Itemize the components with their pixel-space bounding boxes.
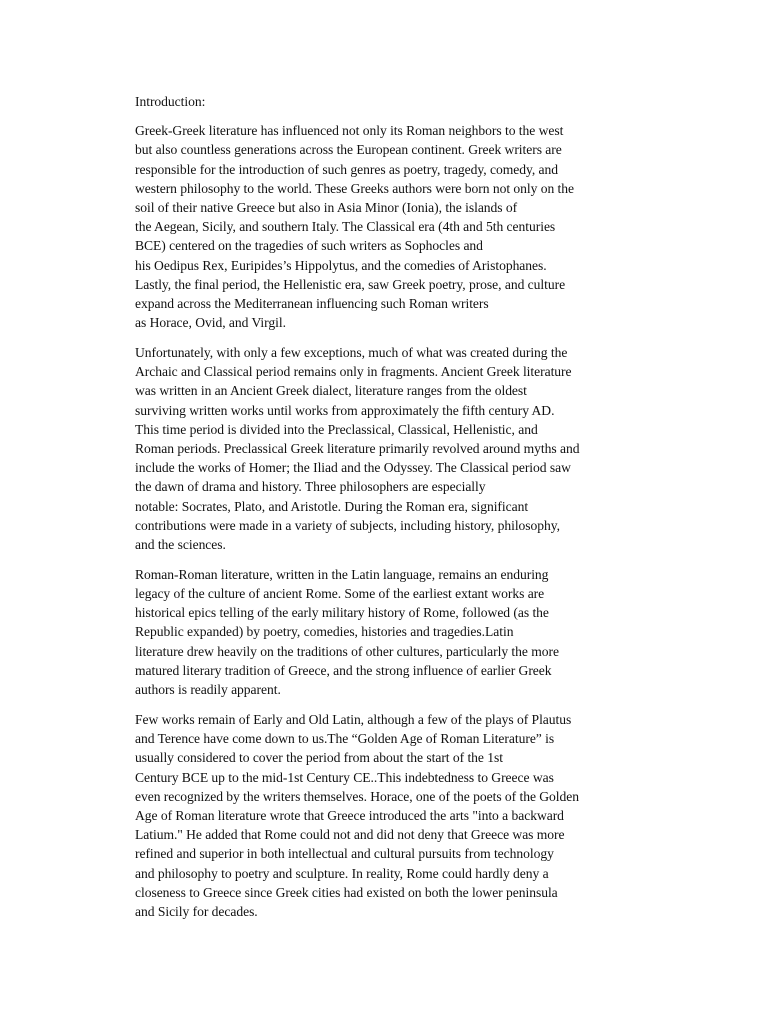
text-line: usually considered to cover the period from about the start of the 1st <box>135 750 503 766</box>
paragraph-roman-literature <box>135 565 635 699</box>
text-line: historical epics telling of the early military history of Rome, followed (as the <box>135 605 549 621</box>
text-line: BCE) centered on the tragedies of such writers as Sophocles and <box>135 238 483 254</box>
text-line: Roman periods. Preclassical Greek literature primarily revolved around myths and <box>135 440 580 456</box>
text-line: the Aegean, Sicily, and southern Italy. The Classical era (4th and 5th centuries <box>135 219 556 235</box>
text-line: Unfortunately, with only a few exceptions, much of what was created during the <box>135 345 568 361</box>
text-line: closeness to Greece since Greek cities had existed on both the lower peninsula <box>135 884 558 900</box>
text-line: Latium." He added that Rome could not and did not deny that Greece was more <box>135 827 565 843</box>
text-line: Century BCE up to the mid-1st Century CE..This indebtedness to Greece was <box>135 769 554 785</box>
text-line: include the works of Homer; the Iliad and the Odyssey. The Classical period saw <box>135 460 571 476</box>
text-line: This time period is divided into the Preclassical, Classical, Hellenistic, and <box>135 421 538 437</box>
text-line: refined and superior in both intellectual and cultural pursuits from technology <box>135 846 554 862</box>
text-line: Roman-Roman literature, written in the Latin language, remains an enduring <box>135 566 549 582</box>
introduction-heading: Introduction: <box>135 94 206 109</box>
text-line: the dawn of drama and history. Three philosophers are especially <box>135 479 486 495</box>
text-line: Archaic and Classical period remains only in fragments. Ancient Greek literature <box>135 364 572 380</box>
text-line: western philosophy to the world. These Greeks authors were born not only on the <box>135 180 575 196</box>
text-line: Republic expanded) by poetry, comedies, histories and tragedies.Latin <box>135 624 514 640</box>
text-line: responsible for the introduction of such genres as poetry, tragedy, comedy, and <box>135 161 558 177</box>
text-line: but also countless generations across the European continent. Greek writers are <box>135 142 562 158</box>
text-line: and Sicily for decades. <box>135 903 258 919</box>
text-line: matured literary tradition of Greece, and the strong influence of earlier Greek <box>135 662 552 678</box>
text-line: was written in an Ancient Greek dialect, literature ranges from the oldest <box>135 383 527 399</box>
text-line: contributions were made in a variety of subjects, including history, philosophy, <box>135 517 560 533</box>
text-line: Age of Roman literature wrote that Greece introduced the arts "into a backward <box>135 807 564 823</box>
text-line: expand across the Mediterranean influencing such Roman writers <box>135 295 489 311</box>
text-line: Lastly, the final period, the Hellenistic era, saw Greek poetry, prose, and culture <box>135 276 566 292</box>
text-line: notable: Socrates, Plato, and Aristotle. During the Roman era, significant <box>135 498 529 514</box>
paragraph-greek-periods <box>135 343 635 554</box>
paragraph-greek-literature <box>135 121 635 332</box>
text-line: even recognized by the writers themselves. Horace, one of the poets of the Golden <box>135 788 580 804</box>
text-line: and Terence have come down to us.The “Golden Age of Roman Literature” is <box>135 731 555 747</box>
text-line: soil of their native Greece but also in Asia Minor (Ionia), the islands of <box>135 199 518 215</box>
document-body <box>135 92 635 932</box>
text-line: literature drew heavily on the traditions of other cultures, particularly the more <box>135 643 559 659</box>
text-line: legacy of the culture of ancient Rome. Some of the earliest extant works are <box>135 586 545 602</box>
paragraph-latin-golden-age <box>135 710 635 921</box>
text-line: Greek-Greek literature has influenced not only its Roman neighbors to the west <box>135 123 564 139</box>
text-line: and philosophy to poetry and sculpture. In reality, Rome could hardly deny a <box>135 865 549 881</box>
text-line: as Horace, Ovid, and Virgil. <box>135 315 286 331</box>
text-line: and the sciences. <box>135 536 226 552</box>
text-line: Few works remain of Early and Old Latin, although a few of the plays of Plautus <box>135 712 572 728</box>
text-line: surviving written works until works from approximately the fifth century AD. <box>135 402 555 418</box>
text-line: authors is readily apparent. <box>135 682 281 698</box>
text-line: his Oedipus Rex, Euripides’s Hippolytus, and the comedies of Aristophanes. <box>135 257 547 273</box>
